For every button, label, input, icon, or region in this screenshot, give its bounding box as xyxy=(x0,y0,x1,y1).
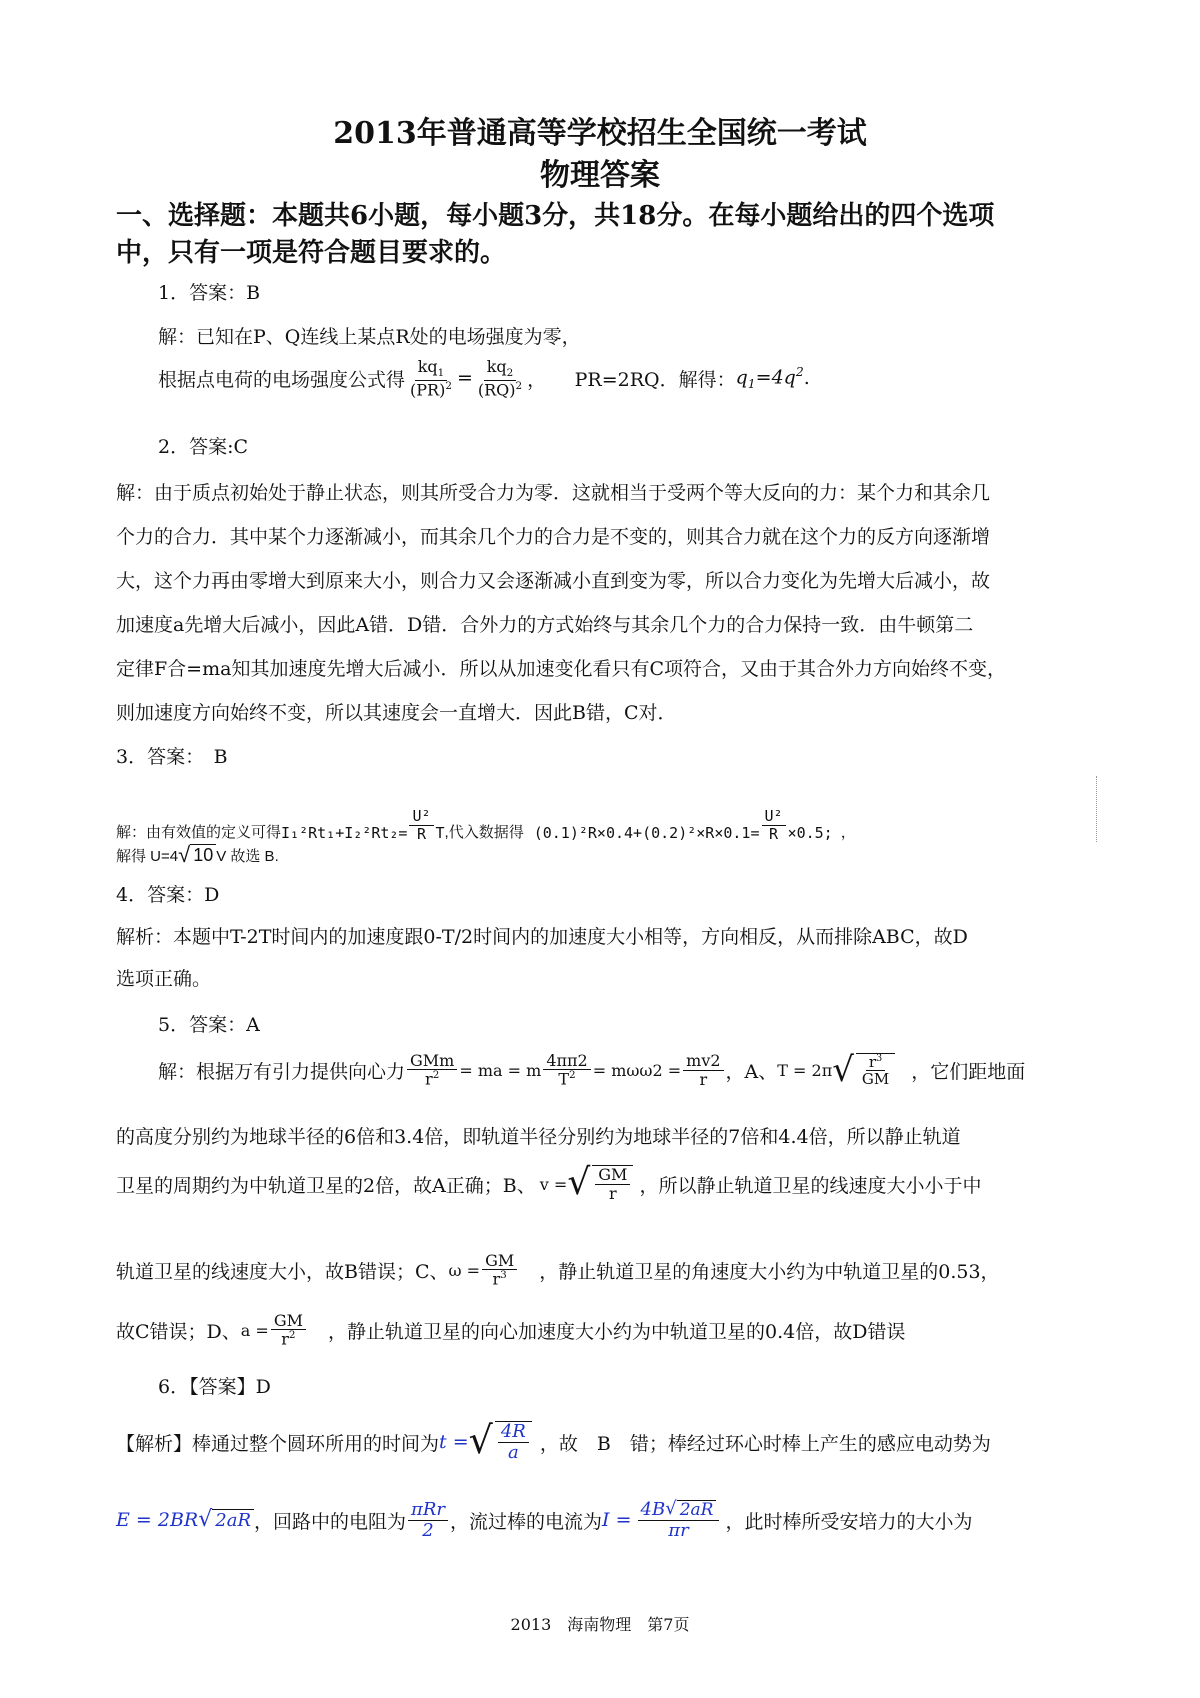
sqrt-icon: √ xyxy=(567,1162,591,1204)
q6-t-eq: t = xyxy=(439,1431,469,1453)
q6-t-fraction xyxy=(495,1421,532,1463)
q6-I-den: πr xyxy=(668,1519,689,1541)
q3-mid: ,代入数据得 xyxy=(444,824,524,841)
q3-f2-num: U² xyxy=(762,808,786,826)
q5-v-den: r xyxy=(609,1184,617,1203)
q1-result-q: q xyxy=(735,366,748,389)
q5-T-sqrt xyxy=(832,1049,897,1090)
q3-result-prefix: 解得 U=4 xyxy=(116,847,179,865)
q3-formula2: (0.1)²R×0.4+(0.2)²×R×0.1= xyxy=(533,824,760,842)
q6-E-root: 2aR xyxy=(212,1509,254,1531)
q5-a-num: GM xyxy=(271,1312,306,1331)
q5-v-eq: v = xyxy=(539,1174,568,1194)
q6-I-eq: I = xyxy=(602,1509,632,1531)
q5-answer: 5．答案：A xyxy=(158,1014,260,1036)
q1-formula-line xyxy=(158,358,810,399)
q6-r-fraction xyxy=(408,1500,448,1541)
q1-f1-num-sub: 1 xyxy=(437,367,445,380)
q6-I-num-pre: 4B xyxy=(640,1498,666,1520)
q6-l2-end: ，此时棒所受安培力的大小为 xyxy=(725,1510,973,1533)
q1-f2-den: (RQ) xyxy=(477,379,516,399)
page-title: 2013年普通高等学校招生全国统一考试 xyxy=(333,116,867,151)
q2-answer: 2．答案:C xyxy=(158,436,249,458)
sqrt-icon: √ xyxy=(468,1418,493,1463)
q5-a-den: r xyxy=(281,1329,289,1349)
q5-l5-prefix: 故C错误；D、 xyxy=(116,1320,241,1343)
q6-l1-prefix: 【解析】棒通过整个圆环所用的时间为 xyxy=(116,1432,440,1455)
q1-result-end: . xyxy=(803,367,810,390)
q6-l2-mid2: ，流过棒的电流为 xyxy=(450,1510,603,1533)
q1-result-sup: 2 xyxy=(795,365,804,380)
q5-line3 xyxy=(116,1152,981,1216)
q5-gmm-den-sup: 2 xyxy=(432,1069,440,1082)
q5-eq2: = mωω2 = xyxy=(592,1060,682,1080)
q5-v-fraction xyxy=(592,1165,633,1202)
q6-I-fraction xyxy=(638,1497,720,1541)
q5-f-fraction xyxy=(543,1052,590,1089)
q6-I-num-root: 2aR xyxy=(677,1500,717,1520)
section-heading-line2: 中，只有一项是符合题目要求的。 xyxy=(116,238,507,268)
q1-f1-num: kq xyxy=(417,357,438,376)
q5-l3-end: ，所以静止轨道卫星的线速度大小小于中 xyxy=(639,1174,982,1197)
q5-w-fraction xyxy=(482,1252,517,1289)
q6-E-sqrt xyxy=(198,1509,254,1531)
q5-T-root-num-sup: 3 xyxy=(876,1052,883,1064)
q3-f-den: R xyxy=(416,824,426,843)
q3-comma: ， xyxy=(840,824,856,841)
q6-r-num: πRr xyxy=(408,1500,448,1521)
q3-f-num: U² xyxy=(409,808,433,826)
q5-T-eq: T = 2π xyxy=(777,1060,833,1080)
q1-line2-mid: ， PR=2RQ．解得： xyxy=(527,368,736,391)
q3-fraction-2 xyxy=(762,808,786,842)
q1-f1-den-sup: 2 xyxy=(445,379,452,392)
q5-f-num: 4ππ2 xyxy=(543,1052,590,1071)
q5-l4-end: ，静止轨道卫星的角速度大小约为中轨道卫星的0.53， xyxy=(539,1260,1000,1283)
page-subtitle: 物理答案 xyxy=(540,158,660,193)
q2-line-5: 定律F合=ma知其加速度先增大后减小．所以从加速变化看只有C项符合，又由于其合外力方向始终不变， xyxy=(116,658,1006,680)
q6-l2-mid1: ，回路中的电阻为 xyxy=(254,1510,407,1533)
q5-w-eq: ω = xyxy=(448,1260,481,1280)
sqrt-icon: √ xyxy=(832,1049,854,1090)
q4-line1: 解析：本题中T-2T时间内的加速度跟0-T/2时间内的加速度大小相等，方向相反，从而排除ABC，故D xyxy=(116,926,968,948)
q5-line1 xyxy=(158,1038,1025,1102)
q1-result-eq: =4q xyxy=(755,366,796,389)
q5-gmm-num: GMm xyxy=(407,1052,457,1071)
q3-prefix: 解：由有效值的定义可得 xyxy=(116,824,282,841)
q3-result-root: 10 xyxy=(190,844,216,866)
q1-fraction-2 xyxy=(475,358,525,399)
q6-line2 xyxy=(116,1488,972,1552)
q5-mv-den: r xyxy=(699,1069,708,1089)
q3-f2-den: R xyxy=(769,824,779,843)
q6-t-den: a xyxy=(507,1442,519,1463)
q5-l1-end: ，它们距地面 xyxy=(911,1060,1026,1083)
q5-a-eq: a = xyxy=(240,1320,269,1340)
q6-r-den: 2 xyxy=(422,1519,434,1541)
section-heading-line1: 一、选择题：本题共6小题，每小题3分，共18分。在每小题给出的四个选项 xyxy=(116,201,995,231)
q5-line4 xyxy=(116,1242,1000,1298)
q2-line-1: 解：由于质点初始处于静止状态，则其所受合力为零．这就相当于受两个等大反向的力：某个力和其余几 xyxy=(116,482,991,504)
q5-T-root-den: GM xyxy=(861,1070,890,1088)
q3-answer: 3．答案： B xyxy=(116,746,228,768)
q1-result-sub: 1 xyxy=(747,377,756,392)
q5-mv-fraction xyxy=(683,1052,723,1088)
q5-T-root-fraction xyxy=(856,1053,895,1088)
q2-line-2: 个力的合力．其中某个力逐渐减小，而其余几个力的合力是不变的，则其合力就在这个力的反方向逐渐增 xyxy=(116,526,991,548)
q6-t-num: 4R xyxy=(498,1422,529,1443)
q1-answer: 1．答案：B xyxy=(158,282,261,304)
q5-l4-prefix: 轨道卫星的线速度大小，故B错误；C、 xyxy=(116,1260,449,1283)
page-footer: 2013 海南物理 第7页 xyxy=(510,1615,690,1634)
q3-result-line xyxy=(116,844,279,866)
q6-line1 xyxy=(116,1410,991,1474)
q5-w-den-sup: 3 xyxy=(500,1269,507,1282)
q5-mv-num: mv2 xyxy=(683,1052,723,1071)
q5-line2: 的高度分别约为地球半径的6倍和3.4倍，即轨道半径分别约为地球半径的7倍和4.4倍，所以静止轨道 xyxy=(116,1126,961,1148)
q1-f2-num: kq xyxy=(486,357,507,376)
sqrt-icon: √ xyxy=(665,1497,677,1519)
q5-T-root-num: r xyxy=(868,1052,877,1071)
q1-line2-prefix: 根据点电荷的电场强度公式得 xyxy=(158,368,406,391)
sqrt-icon: √ xyxy=(198,1507,213,1532)
q2-line-3: 大，这个力再由零增大到原来大小，则合力又会逐渐减小直到变为零，所以合力变化为先增大后减小，故 xyxy=(116,570,991,592)
q6-E-eq: E = 2BR xyxy=(116,1509,199,1531)
q5-l1-mid: ，A、 xyxy=(725,1060,778,1083)
q6-l1-end: ，故 B 错；棒经过环心时棒上产生的感应电动势为 xyxy=(539,1432,991,1455)
q3-result-suffix: V 故选 B. xyxy=(216,847,279,865)
q1-eq: = xyxy=(456,367,473,390)
q4-line2: 选项正确。 xyxy=(116,968,212,990)
sqrt-icon: √ xyxy=(178,842,191,867)
q1-fraction-1 xyxy=(407,358,455,399)
q1-f2-den-sup: 2 xyxy=(515,379,523,392)
q3-fraction-1 xyxy=(409,808,433,842)
q2-line-4: 加速度a先增大后减小，因此A错．D错．合外力的方式始终与其余几个力的合力保持一致．由牛顿第二 xyxy=(116,614,974,636)
q5-l5-end: ，静止轨道卫星的向心加速度大小约为中轨道卫星的0.4倍，故D错误 xyxy=(327,1320,906,1343)
q5-gmm-fraction xyxy=(407,1052,457,1089)
q1-f2-num-sub: 2 xyxy=(506,367,514,380)
q1-line1: 解：已知在P、Q连线上某点R处的电场强度为零， xyxy=(158,326,581,348)
q5-w-den: r xyxy=(492,1269,501,1289)
q1-f1-den: (PR) xyxy=(410,379,446,399)
q3-formula1: I₁²Rt₁+I₂²Rt₂= xyxy=(281,824,408,842)
q3-f-tail: T xyxy=(435,824,445,842)
q3-formula-line xyxy=(116,776,1097,842)
q5-f-den: T xyxy=(558,1069,570,1089)
q5-w-num: GM xyxy=(482,1252,517,1271)
q5-a-den-sup: 2 xyxy=(288,1329,296,1342)
q6-answer: 6．【答案】D xyxy=(158,1376,271,1398)
q3-f2-tail: ×0.5; xyxy=(787,824,833,842)
q4-answer: 4．答案：D xyxy=(116,884,220,906)
q3-sqrt xyxy=(178,844,216,866)
q5-f-den-sup: 2 xyxy=(569,1069,576,1082)
q5-l1-prefix: 解：根据万有引力提供向心力 xyxy=(158,1060,406,1083)
q5-gmm-den: r xyxy=(425,1069,433,1089)
q5-v-sqrt xyxy=(567,1162,635,1204)
q2-line-6: 则加速度方向始终不变，所以其速度会一直增大．因此B错，C对． xyxy=(116,702,677,724)
q5-l3-prefix: 卫星的周期约为中轨道卫星的2倍，故A正确；B、 xyxy=(116,1174,536,1197)
q5-a-fraction xyxy=(271,1312,306,1349)
q5-eq1: = ma = m xyxy=(459,1060,542,1080)
q5-v-num: GM xyxy=(595,1166,630,1185)
q6-t-sqrt xyxy=(468,1418,534,1463)
q5-line5 xyxy=(116,1302,905,1358)
